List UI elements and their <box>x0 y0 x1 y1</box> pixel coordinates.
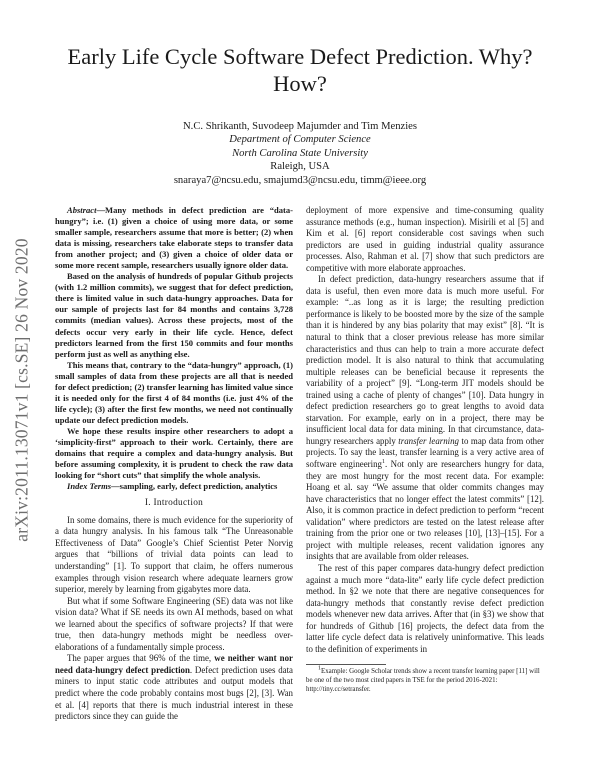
intro-paragraph-3: The paper argues that 96% of the time, we neither want nor need data-hungry defect prediction. Defect prediction uses data miners to input static code attributes and output models that predict where the code probably contains most bugs [2], [3]. Wan et al. [4] reports that there is much industrial interest in these predictors since they can guide the <box>55 653 293 722</box>
abstract-paragraph-3: This means that, contrary to the “data-hungry” approach, (1) small samples of data from these projects are all that is needed for defect prediction; (2) transfer learning has limited value since it is needed only for the first 4 of 84 months (i.e. just 4% of the life cycle); (3) after the first few months, we need not continually update our defect prediction models. <box>55 359 293 425</box>
university: North Carolina State University <box>232 147 368 159</box>
index-terms-label: Index Terms <box>67 481 112 492</box>
arxiv-identifier-text: arXiv:2011.13071v1 [cs.SE] 26 Nov 2020 <box>11 238 32 542</box>
key-claim: we neither want nor need data-hungry defect prediction <box>55 653 293 675</box>
location: Raleigh, USA <box>270 161 330 173</box>
footnote-reference: 1 <box>381 459 385 466</box>
right-paragraph-1: deployment of more expensive and time-consuming quality assurance methods (e.g., human inspection). Misirili et al [5] and Kim et al. [6] report considerable cost savings when such predictors are used in guiding industrial quality assurance processes. Also, Rahman et al. [7] show that such predictors are competitive with more elaborate approaches. <box>306 205 544 273</box>
left-column <box>55 205 293 723</box>
abstract-label: Abstract <box>67 205 97 215</box>
right-column <box>306 205 544 694</box>
right-paragraph-2: In defect prediction, data-hungry researchers assume that if data is useful, then even more data is much more useful. For example: “..as long as it is large; the resulting prediction performance is likely to be boosted more by the size of the sample than it is hindered by any bias polarity that may exist” [8]. “It is natural to think that a closer previous release has more similar characteristics and thus can help to train a more accurate defect prediction model. It is also natural to think that accumulating multiple releases can be beneficial because it represents the variability of a project” [9]. “Long-term JIT models should be trained using a cache of plenty of changes” [10]. Data hungry in defect prediction researchers go to great lengths to avoid data starvation. For example, early on in a project, there may be insufficient local data for data mining. In that circumstance, data-hungry researchers apply transfer learning to map data from other projects. To say the least, transfer learning is a very active area of software engineering$^1$. Not only are researchers hungry for data, they are most hungry for the most recent data. For example: Hoang et al. say “We assume that older commits changes may have characteristics that no longer effect the latest commits” [12]. Also, it is common practice in defect prediction to perform “recent validation” where predictors are tested on the latest release after training from the prior one or two releases [10], [13]–[15]. For a project with multiple releases, recent validation ignores any insights that are available from older releases. <box>306 274 544 562</box>
department: Department of Computer Science <box>229 134 371 146</box>
paper-title: Early Life Cycle Software Defect Prediction. Why? How? <box>67 44 533 96</box>
transfer-learning-term: transfer learning <box>398 435 459 446</box>
emails: snaraya7@ncsu.edu, smajumd3@ncsu.edu, timm@ieee.org <box>173 174 427 186</box>
abstract <box>55 205 293 492</box>
abstract-paragraph-1: —Many methods in defect prediction are “data-hungry”; i.e. (1) given a choice of using more data, or some smaller sample, researchers assume that more is better; (2) when data is missing, researchers take elaborate steps to transfer data from another project; and (3) given a choice of older data or some more recent sample, researchers usually ignore older data. <box>55 205 293 271</box>
section-heading-introduction: I. Introduction <box>144 498 204 509</box>
arxiv-identifier <box>2 205 42 575</box>
intro-paragraph-1: In some domains, there is much evidence for the superiority of a data hungry analysis. In his famous talk “The Unreasonable Effectiveness of Data” Google’s Chief Scientist Peter Norvig argues that “billions of trivial data points can lead to understanding” [1]. To support that claim, he offers numerous examples through vision research where adequate learners grow superior, merely by learning from gigabytes more data. <box>55 514 293 595</box>
footnote-marker: 1 <box>318 666 321 673</box>
right-paragraph-3: The rest of this paper compares data-hungry defect prediction against a much more “data-lite” early life cycle defect prediction method. In §2 we note that there are negative consequences for data-hungry methods that constantly revise defect prediction models whenever new data arrives. After that (in §3) we show that for hundreds of Github [16] projects, the defect data from the latter life cycle defect data is relatively uninformative. This leads to the definition of experiments in <box>306 562 544 654</box>
author-names: N.C. Shrikanth, Suvodeep Majumder and Tim Menzies <box>183 121 417 132</box>
footnote <box>306 668 544 694</box>
intro-paragraph-2: But what if some Software Engineering (SE) data was not like vision data? What if SE needs its own AI methods, based on what we learned about the specifics of software projects? If that were true, then data-hungry methods might be needless over-elaborations of a fundamentally simple process. <box>55 595 293 652</box>
abstract-paragraph-4: We hope these results inspire other researchers to adopt a ‘simplicity-first” approach to their work. Certainly, there are domains that require a complex and data-hungry analysis. But before assuming complexity, it is prudent to check the raw data looking for “short cuts” that simplify the whole analysis. <box>55 425 293 481</box>
footnote-text: Example: Google Scholar trends show a recent transfer learning paper [11] will be one of the two most cited papers in TSE for the period 2016-2021: http://tiny.cc/setransfer. <box>306 668 540 693</box>
author-block <box>60 120 540 187</box>
abstract-paragraph-2: Based on the analysis of hundreds of popular Github projects (with 1.2 million commits), we suggest that for defect prediction, there is limited value in such data-hungry approaches. Data for our sample of projects last for 84 months and contains 3,728 commits (median values). Across these projects, most of the defects occur very early in their life cycle. Hence, defect predictors learned from the first 150 commits and four months perform just as well as anything else. <box>55 271 293 359</box>
index-terms: —sampling, early, defect prediction, analytics <box>111 481 278 492</box>
